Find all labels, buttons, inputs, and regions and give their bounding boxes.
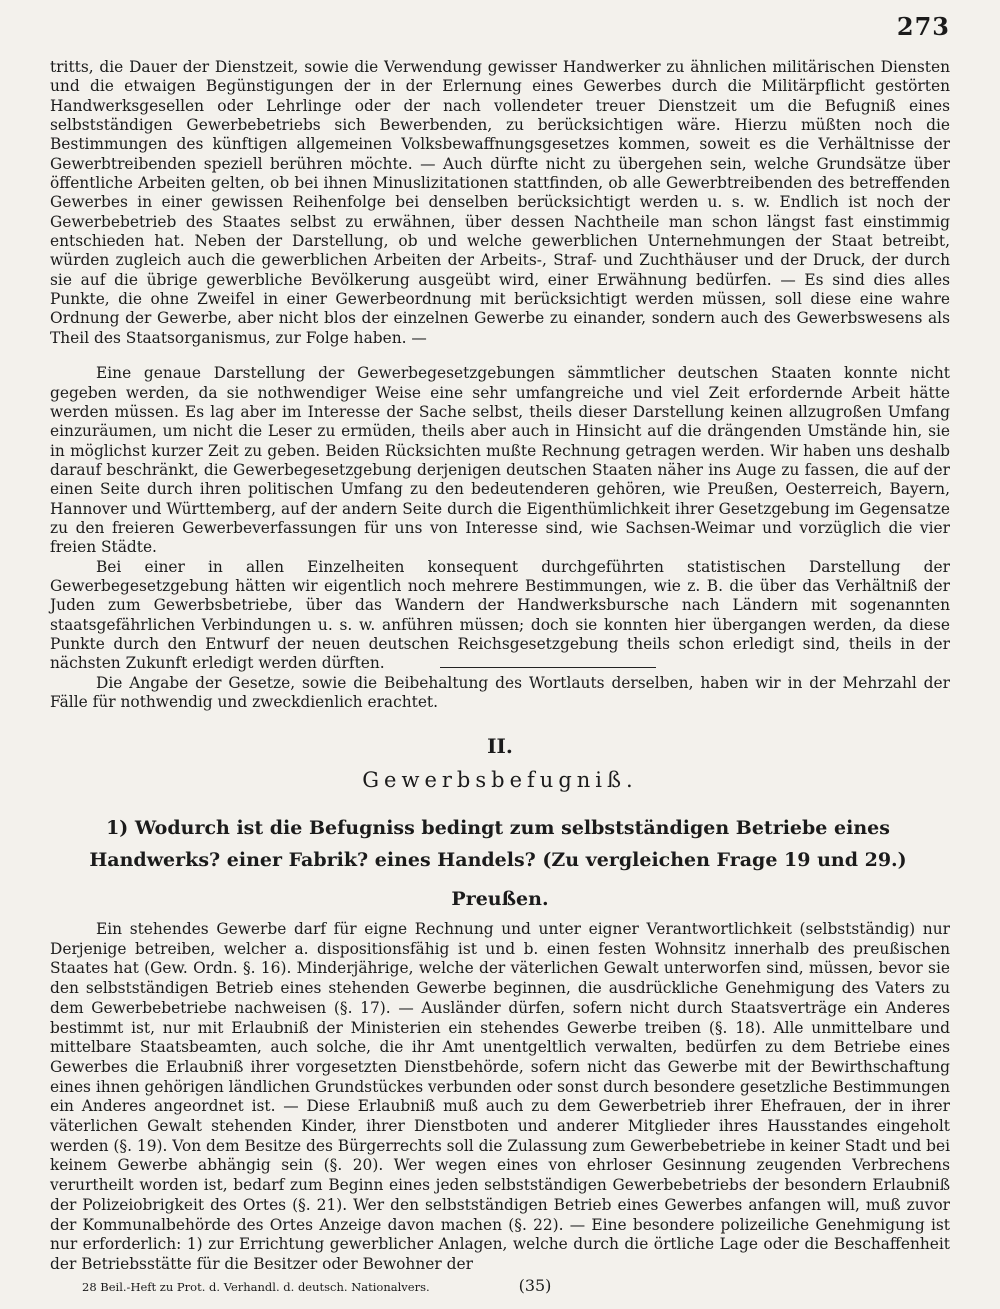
paragraph-continuation: tritts, die Dauer der Dienstzeit, sowie die Verwendung gewisser Handwerker zu ähnlichen militärischen Diensten und die etwaigen Begünstigungen der in der Erlernung eines Gewerbes durch die Militärpflicht gestörten Handwerksgesellen oder Lehrlinge oder der nach vollendeter treuer Dienstzeit um die Befugniß eines selbstständigen Gewerbebetriebs sich Bewerbenden, zu berücksichtigen wäre. Hierzu müßten noch die Bestimmungen des künftigen allgemeinen Volksbewaffnungsgesetzes kommen, soweit es die Verhältnisse der Gewerbtreibenden speziell berühren möchte. — Auch dürfte nicht zu übergehen sein, welche Grundsätze über öffentliche Arbeiten gelten, ob bei ihnen Minuslizitationen stattfinden, ob alle Gewerbtreibenden des betreffenden Gewerbes in einer gewissen Reihenfolge bei denselben berücksichtigt werden u. s. w. Endlich ist noch der Gewerbebetrieb des Staates selbst zu erwähnen, über dessen Nachtheile man schon längst fast einstimmig entschieden hat. Neben der Darstellung, ob und welche gewerblichen Unternehmungen der Staat betreibt, würden zugleich auch die gewerblichen Arbeiten der Arbeits-, Straf- und Zuchthäuser und der Druck, der durch sie auf die übrige gewerbliche Bevölkerung ausgeübt wird, einer Erwähnung bedürfen. — Es sind dies alles Punkte, die ohne Zweifel in einer Gewerbeordnung mit berücksichtigt werden müssen, soll diese eine wahre Ordnung der Gewerbe, aber nicht blos der einzelnen Gewerbe zu einander, sondern auch des Gewerbswesens als Theil des Staatsorganismus, zur Folge haben. — bbox=[50, 58, 950, 347]
section-divider bbox=[440, 667, 656, 668]
footer-sheet-number: (35) bbox=[518, 1276, 552, 1295]
paragraph-laws: Die Angabe der Gesetze, sowie die Beibehaltung des Wortlauts derselben, haben wir in der Mehrzahl der Fälle für nothwendig und zweckdienlich erachtet. bbox=[50, 673, 950, 711]
intro-text-block bbox=[50, 58, 950, 712]
question-heading: 1) Wodurch ist die Befugniss bedingt zum selbstständigen Betriebe eines Handwerks? einer Fabrik? eines Handels? (Zu vergleichen Frage 19 und 29.) bbox=[89, 817, 907, 871]
section-title: Gewerbsbefugniß. bbox=[362, 768, 638, 792]
state-heading: Preußen. bbox=[451, 888, 549, 910]
footer-note: 28 Beil.-Heft zu Prot. d. Verhandl. d. deutsch. Nationalvers. bbox=[82, 1280, 430, 1294]
paragraph-overview: Eine genaue Darstellung der Gewerbegesetzgebungen sämmtlicher deutschen Staaten konnte nicht gegeben werden, da sie nothwendiger Weise eine sehr umfangreiche und viel Zeit erfordernde Arbeit hätte werden müssen. Es lag aber im Interesse der Sache selbst, theils dieser Darstellung keinen allzugroßen Umfang einzuräumen, um nicht die Leser zu ermüden, theils aber auch in Hinsicht auf die drängenden Umstände hin, sie in möglichst kurzer Zeit zu geben. Beiden Rücksichten mußte Rechnung getragen werden. Wir haben uns deshalb darauf beschränkt, die Gewerbegesetzgebung derjenigen deutschen Staaten näher ins Auge zu fassen, die auf der einen Seite durch ihren politischen Umfang zu den bedeutenderen gehören, wie Preußen, Oesterreich, Bayern, Hannover und Württemberg, auf der andern Seite durch die Eigenthümlichkeit ihrer Gesetzgebung im Gegensatze zu den freieren Gewerbeverfassungen für uns von Interesse sind, wie Sachsen-Weimar und vorzüglich die vier freien Städte. bbox=[50, 364, 950, 557]
page-number: 273 bbox=[896, 12, 950, 41]
section-numeral: II. bbox=[487, 734, 513, 758]
paragraph-statistics: Bei einer in allen Einzelheiten konsequent durchgeführten statistischen Darstellung der Gewerbegesetzgebung hätten wir eigentlich noch mehrere Bestimmungen, wie z. B. die über das Verhältniß der Juden zum Gewerbsbetriebe, über das Wandern der Handwerksbursche nach Ländern mit sogenannten staatsgefährlichen Verbindungen u. s. w. anführen müssen; doch sie konnten hier übergangen werden, da diese Punkte durch den Entwurf der neuen deutschen Reichsgesetzgebung theils schon erledigt sind, theils in der nächsten Zukunft erledigt werden dürften. bbox=[50, 557, 950, 673]
paragraph-prussia: Ein stehendes Gewerbe darf für eigne Rechnung und unter eigner Verantwortlichkeit (selbstständig) nur Derjenige betreiben, welcher a. dispositionsfähig ist und b. einen festen Wohnsitz innerhalb des preußischen Staates hat (Gew. Ordn. §. 16). Minderjährige, welche der väterlichen Gewalt unterworfen sind, müssen, bevor sie den selbstständigen Betrieb eines stehenden Gewerbe beginnen, die ausdrückliche Genehmigung des Vaters zu dem Gewerbebetriebe nachweisen (§. 17). — Ausländer dürfen, sofern nicht durch Staatsverträge ein Anderes bestimmt ist, nur mit Erlaubniß der Ministerien ein stehendes Gewerbe treiben (§. 18). Alle unmittelbare und mittelbare Staatsbeamten, auch solche, die ihr Amt unentgeltlich verwalten, bedürfen zu dem Betriebe eines Gewerbes die Erlaubniß ihrer vorgesetzten Dienstbehörde, sofern nicht das Gewerbe mit der Bewirthschaftung eines ihnen gehörigen ländlichen Grundstückes verbunden oder sonst durch besondere gesetzliche Bestimmungen ein Anderes angeordnet ist. — Diese Erlaubniß muß auch zu dem Gewerbetrieb ihrer Ehefrauen, der in ihrer väterlichen Gewalt stehenden Kinder, ihrer Dienstboten und anderer Mitglieder ihres Hausstandes eingeholt werden (§. 19). Von dem Besitze des Bürgerrechts soll die Zulassung zum Gewerbebetriebe in keiner Stadt und bei keinem Gewerbe abhängig sein (§. 20). Wer wegen eines von ehrloser Gesinnung zeugenden Verbrechens verurtheilt worden ist, bedarf zum Beginn eines jeden selbstständigen Gewerbebetriebs der besondern Erlaubniß der Polizeiobrigkeit des Ortes (§. 21). Wer den selbstständigen Betrieb eines Gewerbes anfangen will, muß zuvor der Kommunalbehörde des Ortes Anzeige davon machen (§. 22). — Eine besondere polizeiliche Genehmigung ist nur erforderlich: 1) zur Errichtung gewerblicher Anlagen, welche durch die örtliche Lage oder die Beschaffenheit der Betriebsstätte für die Besitzer oder Bewohner der bbox=[50, 920, 950, 1273]
footer-sheet-wrapper bbox=[0, 1276, 1000, 1295]
